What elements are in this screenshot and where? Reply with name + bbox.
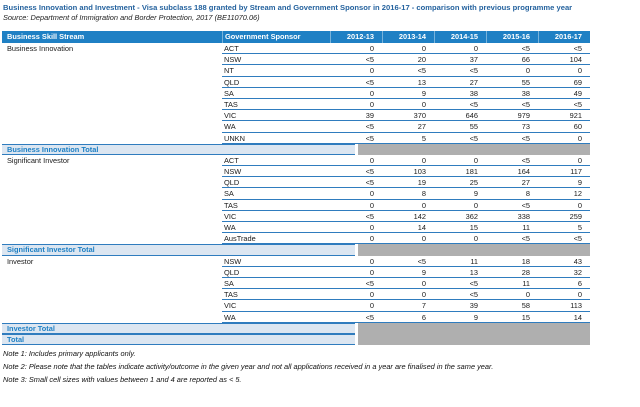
value-cell: <5 xyxy=(434,65,486,76)
sponsor-label: NSW xyxy=(222,54,330,65)
total-blank-cells xyxy=(358,244,590,255)
value-cell: 0 xyxy=(486,65,538,76)
value-cell: <5 xyxy=(486,155,538,166)
value-cell: 55 xyxy=(434,121,486,132)
value-cell: 0 xyxy=(382,233,434,244)
value-cell: 0 xyxy=(330,267,382,278)
sponsor-label: VIC xyxy=(222,211,330,222)
value-cell: 32 xyxy=(538,267,590,278)
total-blank-cells xyxy=(358,323,590,334)
stream-label xyxy=(2,133,222,144)
section-total-row xyxy=(2,323,590,334)
value-cell: 0 xyxy=(330,233,382,244)
sponsor-label: VIC xyxy=(222,110,330,121)
value-cell: <5 xyxy=(538,99,590,110)
value-cell: 0 xyxy=(434,233,486,244)
value-cell: 9 xyxy=(382,267,434,278)
table-row xyxy=(2,233,590,244)
total-blank-cells xyxy=(358,334,590,345)
sponsor-label: NSW xyxy=(222,256,330,267)
value-cell: <5 xyxy=(330,54,382,65)
value-cell: 39 xyxy=(434,300,486,311)
value-cell: 0 xyxy=(330,222,382,233)
table-row xyxy=(2,211,590,222)
value-cell: 9 xyxy=(538,177,590,188)
table-row xyxy=(2,222,590,233)
section-total-row xyxy=(2,144,590,155)
stream-label xyxy=(2,54,222,65)
year-column-header: 2014-15 xyxy=(434,31,486,43)
sponsor-label: QLD xyxy=(222,177,330,188)
note-line-1: Note 1: Includes primary applicants only. xyxy=(3,349,136,358)
sponsor-label: TAS xyxy=(222,200,330,211)
value-cell: <5 xyxy=(330,133,382,144)
value-cell: 13 xyxy=(434,267,486,278)
table-row xyxy=(2,256,590,267)
note-line-2: Note 2: Please note that the tables indicate activity/outcome in the given year and not all applications received in a year are finalised in the same year. xyxy=(3,362,494,372)
value-cell: 60 xyxy=(538,121,590,132)
value-cell: <5 xyxy=(330,278,382,289)
note-line-3: Note 3: Small cell sizes with values between 1 and 4 are reported as < 5. xyxy=(3,375,242,385)
value-cell: 921 xyxy=(538,110,590,121)
total-blank-cells xyxy=(358,144,590,155)
value-cell: 0 xyxy=(382,99,434,110)
value-cell: 13 xyxy=(382,77,434,88)
value-cell: 12 xyxy=(538,188,590,199)
value-cell: <5 xyxy=(486,43,538,54)
value-cell: 15 xyxy=(486,312,538,323)
value-cell: 7 xyxy=(382,300,434,311)
value-cell: 0 xyxy=(538,65,590,76)
stream-label xyxy=(2,77,222,88)
value-cell: <5 xyxy=(434,99,486,110)
value-cell: 338 xyxy=(486,211,538,222)
value-cell: 9 xyxy=(382,88,434,99)
stream-label xyxy=(2,200,222,211)
value-cell: 43 xyxy=(538,256,590,267)
section-total-label: Investor Total xyxy=(2,323,355,334)
value-cell: <5 xyxy=(330,177,382,188)
value-cell: 5 xyxy=(538,222,590,233)
value-cell: <5 xyxy=(330,77,382,88)
value-cell: 0 xyxy=(330,300,382,311)
value-cell: 0 xyxy=(538,200,590,211)
stream-label xyxy=(2,88,222,99)
value-cell: <5 xyxy=(538,233,590,244)
sponsor-label: QLD xyxy=(222,77,330,88)
sponsor-label: TAS xyxy=(222,289,330,300)
value-cell: 362 xyxy=(434,211,486,222)
stream-label xyxy=(2,222,222,233)
sponsor-label: SA xyxy=(222,278,330,289)
notes xyxy=(3,349,493,389)
value-cell: 6 xyxy=(382,312,434,323)
sponsor-column-header: Government Sponsor xyxy=(222,31,330,43)
stream-label xyxy=(2,211,222,222)
value-cell: 0 xyxy=(330,99,382,110)
table-row xyxy=(2,133,590,144)
value-cell: 11 xyxy=(486,278,538,289)
table-header-row xyxy=(2,31,590,43)
value-cell: 181 xyxy=(434,166,486,177)
value-cell: <5 xyxy=(486,99,538,110)
value-cell: 5 xyxy=(382,133,434,144)
stream-label xyxy=(2,233,222,244)
stream-label xyxy=(2,99,222,110)
value-cell: 0 xyxy=(434,43,486,54)
value-cell: 11 xyxy=(486,222,538,233)
table-row xyxy=(2,77,590,88)
value-cell: 37 xyxy=(434,54,486,65)
table-row xyxy=(2,312,590,323)
value-cell: 0 xyxy=(330,188,382,199)
value-cell: 0 xyxy=(330,88,382,99)
table-body xyxy=(2,43,590,345)
value-cell: 69 xyxy=(538,77,590,88)
value-cell: 38 xyxy=(486,88,538,99)
value-cell: 18 xyxy=(486,256,538,267)
section-total-label: Significant Investor Total xyxy=(2,244,355,255)
value-cell: 28 xyxy=(486,267,538,278)
value-cell: 113 xyxy=(538,300,590,311)
value-cell: <5 xyxy=(330,166,382,177)
table-row xyxy=(2,300,590,311)
value-cell: <5 xyxy=(538,43,590,54)
value-cell: 6 xyxy=(538,278,590,289)
value-cell: 38 xyxy=(434,88,486,99)
value-cell: 0 xyxy=(486,289,538,300)
sponsor-label: WA xyxy=(222,312,330,323)
value-cell: 0 xyxy=(382,43,434,54)
sponsor-label: QLD xyxy=(222,267,330,278)
value-cell: <5 xyxy=(330,211,382,222)
value-cell: 27 xyxy=(434,77,486,88)
value-cell: 27 xyxy=(382,121,434,132)
report-title: Business Innovation and Investment - Visa subclass 188 granted by Stream and Government Sponsor in 2016-17 - comparison with previous programme year xyxy=(3,3,573,12)
table-row xyxy=(2,177,590,188)
table-row xyxy=(2,99,590,110)
table-row xyxy=(2,65,590,76)
sponsor-label: NSW xyxy=(222,166,330,177)
section-total-row xyxy=(2,244,590,255)
value-cell: 0 xyxy=(330,65,382,76)
value-cell: 39 xyxy=(330,110,382,121)
value-cell: 0 xyxy=(434,200,486,211)
value-cell: 9 xyxy=(434,188,486,199)
value-cell: 55 xyxy=(486,77,538,88)
grand-total-label: Total xyxy=(2,334,355,345)
stream-label xyxy=(2,300,222,311)
table-row xyxy=(2,88,590,99)
value-cell: 0 xyxy=(538,289,590,300)
value-cell: <5 xyxy=(434,278,486,289)
table-row xyxy=(2,43,590,54)
sponsor-label: SA xyxy=(222,88,330,99)
value-cell: 370 xyxy=(382,110,434,121)
stream-label xyxy=(2,188,222,199)
value-cell: 0 xyxy=(382,278,434,289)
value-cell: 11 xyxy=(434,256,486,267)
value-cell: 164 xyxy=(486,166,538,177)
value-cell: <5 xyxy=(486,133,538,144)
value-cell: 73 xyxy=(486,121,538,132)
stream-column-header: Business Skill Stream xyxy=(7,32,85,41)
stream-label xyxy=(2,110,222,121)
stream-label xyxy=(2,65,222,76)
value-cell: <5 xyxy=(434,133,486,144)
value-cell: <5 xyxy=(382,256,434,267)
value-cell: 117 xyxy=(538,166,590,177)
year-column-header: 2016-17 xyxy=(538,31,590,43)
sponsor-label: SA xyxy=(222,188,330,199)
sponsor-label: ACT xyxy=(222,155,330,166)
value-cell: 0 xyxy=(330,43,382,54)
stream-label: Significant Investor xyxy=(7,155,70,165)
stream-label: Business Innovation xyxy=(7,44,74,53)
value-cell: 0 xyxy=(330,289,382,300)
sponsor-label: AusTrade xyxy=(222,233,330,244)
table-row xyxy=(2,54,590,65)
value-cell: 103 xyxy=(382,166,434,177)
value-cell: 0 xyxy=(382,289,434,300)
stream-label xyxy=(2,278,222,289)
sponsor-label: WA xyxy=(222,222,330,233)
stream-label xyxy=(2,312,222,323)
table-row xyxy=(2,121,590,132)
value-cell: 979 xyxy=(486,110,538,121)
sponsor-label: WA xyxy=(222,121,330,132)
value-cell: 0 xyxy=(538,133,590,144)
table-row xyxy=(2,166,590,177)
value-cell: <5 xyxy=(330,121,382,132)
value-cell: 8 xyxy=(486,188,538,199)
value-cell: 25 xyxy=(434,177,486,188)
year-column-header: 2013-14 xyxy=(382,31,434,43)
section-total-label: Business Innovation Total xyxy=(2,144,355,155)
year-column-header: 2012-13 xyxy=(330,31,382,43)
year-column-header: 2015-16 xyxy=(486,31,538,43)
sponsor-label: UNKN xyxy=(222,133,330,144)
value-cell: 8 xyxy=(382,188,434,199)
value-cell: <5 xyxy=(434,289,486,300)
report-source: Source: Department of Immigration and Border Protection, 2017 (BE11070.06) xyxy=(3,13,260,22)
value-cell: <5 xyxy=(486,200,538,211)
value-cell: 0 xyxy=(382,200,434,211)
sponsor-label: ACT xyxy=(222,43,330,54)
value-cell: 58 xyxy=(486,300,538,311)
value-cell: 259 xyxy=(538,211,590,222)
table-row xyxy=(2,188,590,199)
value-cell: <5 xyxy=(330,312,382,323)
value-cell: 15 xyxy=(434,222,486,233)
stream-label xyxy=(2,166,222,177)
value-cell: 66 xyxy=(486,54,538,65)
table-row xyxy=(2,200,590,211)
value-cell: 142 xyxy=(382,211,434,222)
value-cell: 14 xyxy=(538,312,590,323)
value-cell: 0 xyxy=(330,200,382,211)
value-cell: 19 xyxy=(382,177,434,188)
value-cell: 49 xyxy=(538,88,590,99)
table-row xyxy=(2,110,590,121)
stream-label xyxy=(2,121,222,132)
value-cell: 0 xyxy=(538,155,590,166)
value-cell: 104 xyxy=(538,54,590,65)
table-row xyxy=(2,278,590,289)
sponsor-label: TAS xyxy=(222,99,330,110)
value-cell: 20 xyxy=(382,54,434,65)
table-row xyxy=(2,289,590,300)
table-row xyxy=(2,155,590,166)
value-cell: 646 xyxy=(434,110,486,121)
sponsor-label: VIC xyxy=(222,300,330,311)
value-cell: 9 xyxy=(434,312,486,323)
value-cell: 0 xyxy=(330,155,382,166)
value-cell: <5 xyxy=(382,65,434,76)
value-cell: 0 xyxy=(382,155,434,166)
data-table xyxy=(2,31,590,345)
value-cell: 0 xyxy=(434,155,486,166)
stream-label xyxy=(2,267,222,278)
value-cell: 27 xyxy=(486,177,538,188)
sponsor-label: NT xyxy=(222,65,330,76)
value-cell: <5 xyxy=(486,233,538,244)
value-cell: 14 xyxy=(382,222,434,233)
stream-label xyxy=(2,289,222,300)
table-row xyxy=(2,267,590,278)
stream-label xyxy=(2,177,222,188)
stream-label: Investor xyxy=(7,256,34,266)
grand-total-row xyxy=(2,334,590,345)
value-cell: 0 xyxy=(330,256,382,267)
